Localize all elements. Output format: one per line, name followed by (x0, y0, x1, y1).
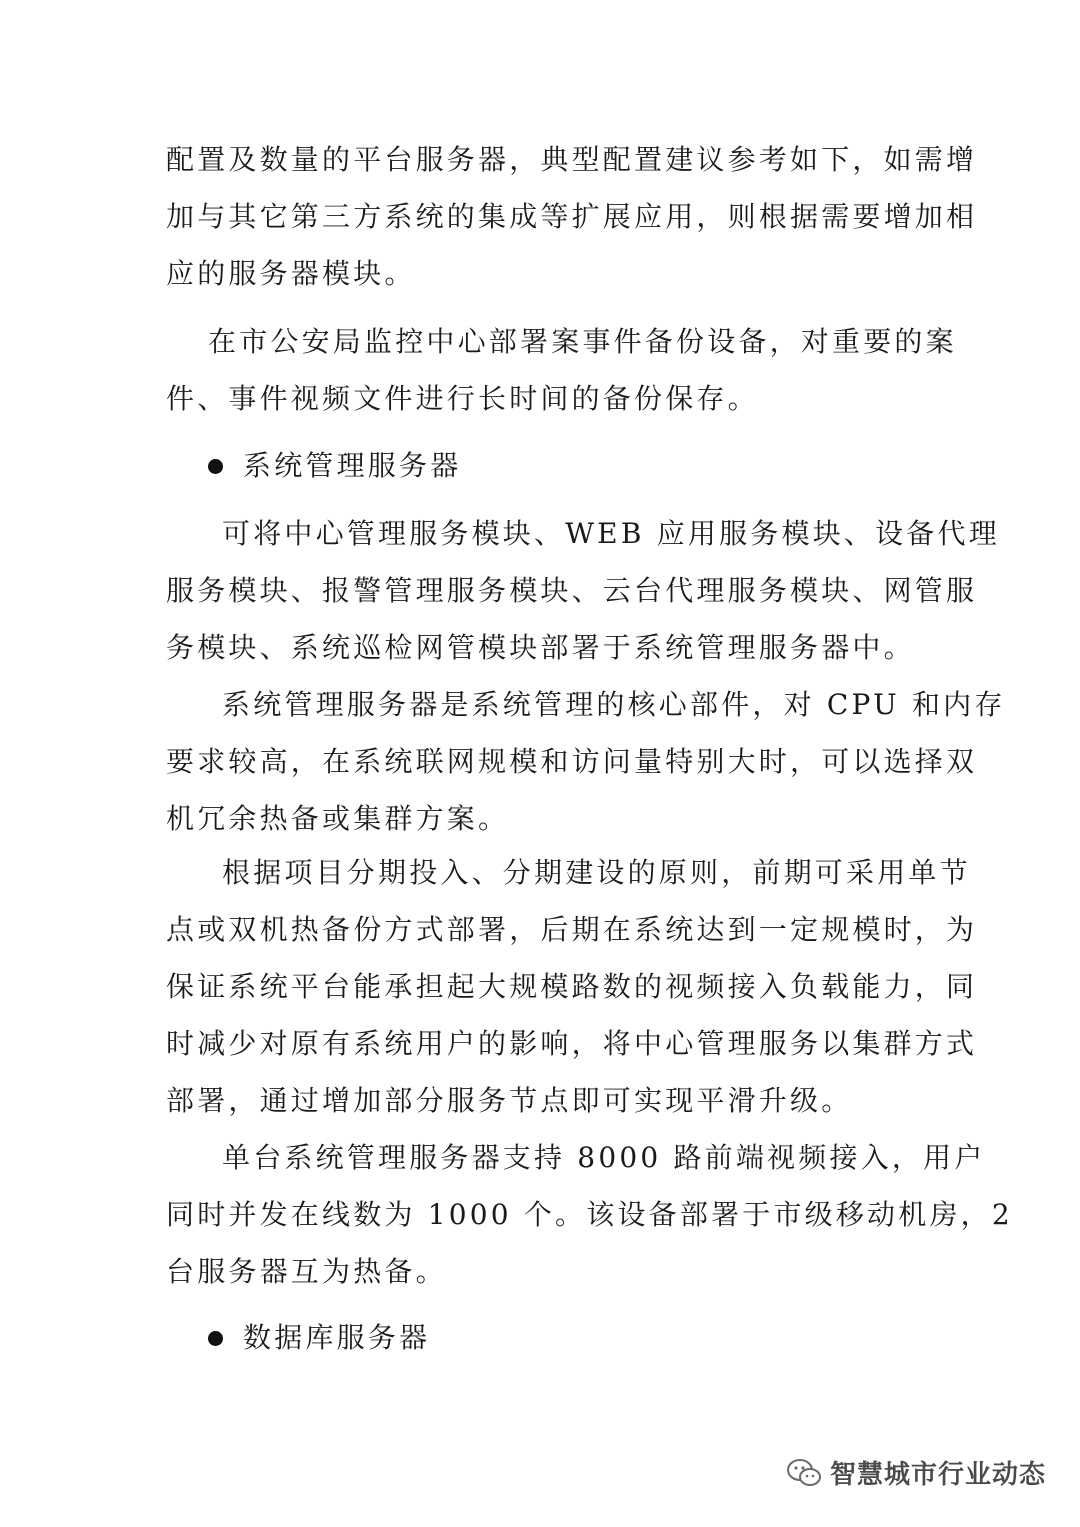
wechat-icon (786, 1458, 822, 1488)
text-line: 可将中心管理服务模块、WEB 应用服务模块、设备代理 (222, 517, 1000, 550)
text-line: 台服务器互为热备。 (166, 1255, 447, 1288)
text-line: 要求较高，在系统联网规模和访问量特别大时，可以选择双 (166, 745, 978, 778)
text-line: 系统管理服务器是系统管理的核心部件，对 CPU 和内存 (222, 688, 1006, 721)
text-line: 件、事件视频文件进行长时间的备份保存。 (166, 382, 759, 415)
text-line: 单台系统管理服务器支持 8000 路前端视频接入，用户 (222, 1141, 986, 1174)
text-line: 应的服务器模块。 (166, 257, 416, 290)
text-line: 部署，通过增加部分服务节点即可实现平滑升级。 (166, 1084, 853, 1117)
text-line: 在市公安局监控中心部署案事件备份设备，对重要的案 (208, 325, 957, 358)
text-line: 务模块、系统巡检网管模块部署于系统管理服务器中。 (166, 631, 915, 664)
bullet-heading (208, 1318, 430, 1358)
bullet-heading-text: 数据库服务器 (243, 1321, 431, 1354)
text-line: 加与其它第三方系统的集成等扩展应用，则根据需要增加相 (166, 200, 978, 233)
text-line: 服务模块、报警管理服务模块、云台代理服务模块、网管服 (166, 574, 978, 607)
text-line: 点或双机热备份方式部署，后期在系统达到一定规模时，为 (166, 913, 978, 946)
text-line: 保证系统平台能承担起大规模路数的视频接入负载能力，同 (166, 970, 978, 1003)
text-line: 配置及数量的平台服务器，典型配置建议参考如下，如需增 (166, 143, 978, 176)
bullet-dot-icon (208, 459, 223, 474)
text-line: 机冗余热备或集群方案。 (166, 802, 510, 835)
bullet-heading-text: 系统管理服务器 (243, 449, 462, 482)
text-line: 根据项目分期投入、分期建设的原则，前期可采用单节 (222, 856, 971, 889)
bullet-heading (208, 446, 461, 486)
text-line: 时减少对原有系统用户的影响，将中心管理服务以集群方式 (166, 1027, 978, 1060)
bullet-dot-icon (208, 1331, 223, 1346)
text-line: 同时并发在线数为 1000 个。该设备部署于市级移动机房，2 (166, 1198, 1013, 1231)
watermark (786, 1454, 1046, 1491)
watermark-text: 智慧城市行业动态 (829, 1460, 1046, 1490)
